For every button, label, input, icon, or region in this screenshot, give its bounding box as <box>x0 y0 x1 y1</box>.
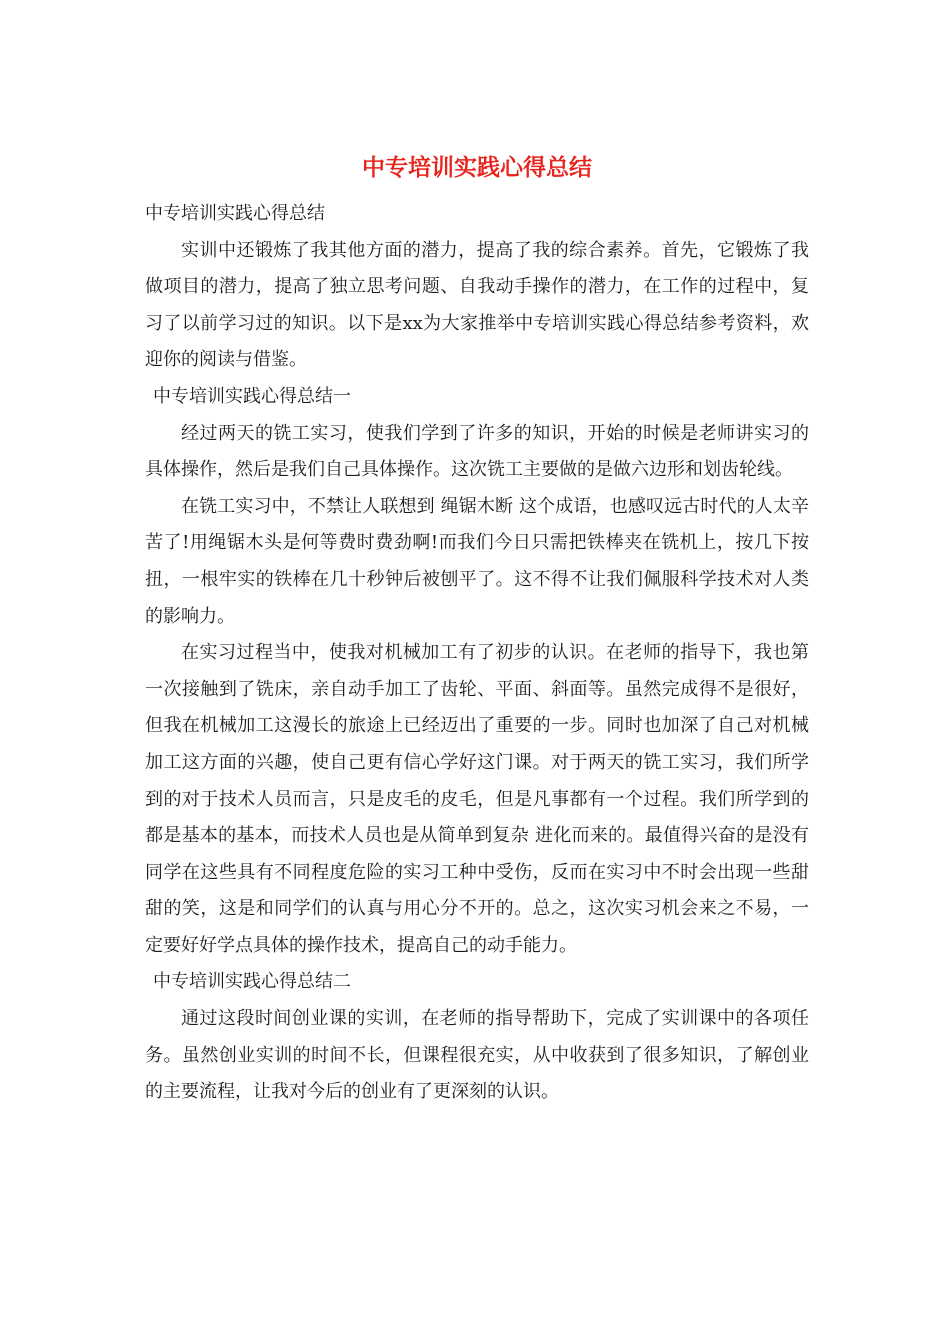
section-heading-1: 中专培训实践心得总结一 <box>153 385 351 407</box>
section-heading-2: 中专培训实践心得总结二 <box>153 971 351 993</box>
intro-paragraph: 实训中还锻炼了我其他方面的潜力，提高了我的综合素养。首先，它锻炼了我做项目的潜力，提高了独立思考问题、自我动手操作的潜力，在工作的过程中，复习了以前学习过的知识。以下是xx为大家推举中专培训实践心得总结参考资料，欢迎你的阅读与借鉴。 <box>145 239 809 371</box>
paragraph: 经过两天的铣工实习，使我们学到了许多的知识，开始的时候是老师讲实习的具体操作，然后是我们自己具体操作。这次铣工主要做的是做六边形和划齿轮线。 <box>145 422 809 481</box>
document-title: 中专培训实践心得总结 <box>362 154 592 181</box>
paragraph: 在实习过程当中，使我对机械加工有了初步的认识。在老师的指导下，我也第一次接触到了铣床，亲自动手加工了齿轮、平面、斜面等。虽然完成得不是很好，但我在机械加工这漫长的旅途上已经迈出了重要的一步。同时也加深了自己对机械加工这方面的兴趣，使自己更有信心学好这门课。对于两天的铣工实习，我们所学到的对于技术人员而言，只是皮毛的皮毛，但是凡事都有一个过程。我们所学到的都是基本的基本，而技术人员也是从简单到复杂 进化而来的。最值得兴奋的是没有同学在这些具有不同程度危险的实习工种中受伤，反而在实习中不时会出现一些甜甜的笑，这是和同学们的认真与用心分不开的。总之，这次实习机会来之不易，一定要好好学点具体的操作技术，提高自己的动手能力。 <box>145 642 809 956</box>
paragraph: 通过这段时间创业课的实训，在老师的指导帮助下，完成了实训课中的各项任务。虽然创业实训的时间不长，但课程很充实，从中收获到了很多知识，了解创业的主要流程，让我对今后的创业有了更深刻的认识。 <box>145 1008 809 1103</box>
paragraph: 在铣工实习中，不禁让人联想到 绳锯木断 这个成语，也感叹远古时代的人太辛苦了!用绳锯木头是何等费时费劲啊!而我们今日只需把铁棒夹在铣机上，按几下按扭，一根牢实的铁棒在几十秒钟后被刨平了。这不得不让我们佩服科学技术对人类的影响力。 <box>145 495 809 627</box>
document-body <box>145 150 809 1111</box>
document-subtitle: 中专培训实践心得总结 <box>145 203 325 224</box>
